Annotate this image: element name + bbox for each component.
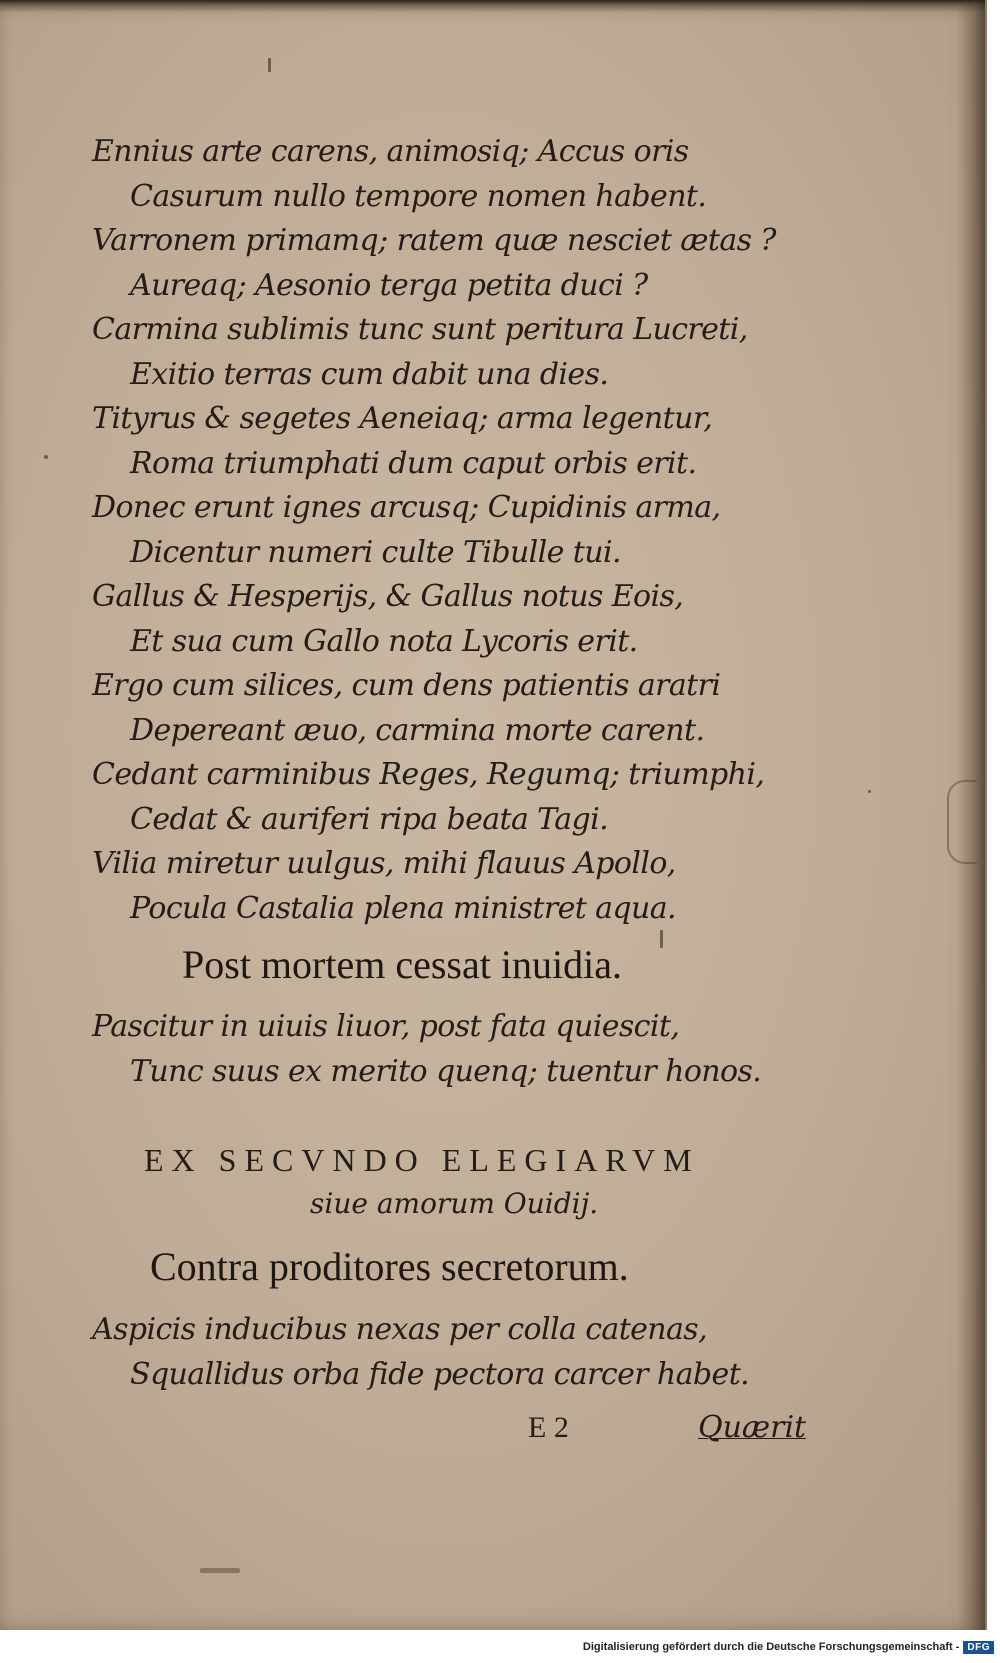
page-top-edge: [0, 0, 985, 12]
verse-line: Varronem primamq; ratem quæ nesciet ætas ?: [92, 223, 776, 258]
credit-text: Digitalisierung gefördert durch die Deutsche Forschungsgemeinschaft -: [582, 1641, 960, 1653]
verse-line: Gallus & Hesperijs, & Gallus notus Eois,: [92, 579, 684, 614]
signature-mark: E 2: [528, 1411, 569, 1444]
digitization-credit: [583, 1635, 994, 1659]
page-text: [92, 130, 852, 1453]
verse-group-2: [92, 1005, 852, 1094]
heading-contra-proditores: Contra proditores secretorum.: [150, 1244, 629, 1289]
verse-line: Vilia miretur uulgus, mihi flauus Apollo,: [92, 846, 676, 881]
verse-line: Exitio terras cum dabit una dies.: [130, 356, 609, 392]
verse-line: Tityrus & segetes Aeneiaq; arma legentur,: [92, 401, 713, 436]
verse-line: Ergo cum silices, cum dens patientis aratri: [92, 668, 721, 703]
ink-speck: [44, 455, 48, 459]
ink-smudge: [200, 1568, 240, 1573]
verse-line: Cedant carminibus Reges, Regumq; triumphi,: [92, 757, 765, 792]
verse-line: Donec erunt ignes arcusq; Cupidinis arma,: [92, 490, 721, 525]
verse-line: Tunc suus ex merito quenq; tuentur honos.: [130, 1053, 762, 1089]
heading-post-mortem: Post mortem cessat inuidia.: [182, 942, 622, 987]
verse-line: Et sua cum Gallo nota Lycoris erit.: [130, 623, 638, 659]
verse-line: Cedat & auriferi ripa beata Tagi.: [130, 801, 609, 837]
ink-speck: [268, 58, 271, 72]
section-title: EX SECVNDO ELEGIARVM: [144, 1142, 700, 1178]
verse-group-3: [92, 1308, 852, 1397]
verse-line: Roma triumphati dum caput orbis erit.: [130, 445, 697, 481]
page-tab-mark: [947, 780, 977, 864]
ink-speck: [868, 790, 871, 793]
verse-line: Pascitur in uiuis liuor, post fata quiescit,: [92, 1009, 680, 1044]
verse-group-1: [92, 130, 852, 931]
verse-line: Dicentur numeri culte Tibulle tui.: [130, 534, 621, 570]
verse-line: Depereant æuo, carmina morte carent.: [130, 712, 705, 748]
verse-line: Aureaq; Aesonio terga petita duci ?: [130, 267, 648, 303]
section-subtitle: siue amorum Ouidij.: [310, 1187, 599, 1220]
verse-line: Pocula Castalia plena ministret aqua.: [130, 890, 676, 926]
verse-line: Casurum nullo tempore nomen habent.: [130, 178, 707, 214]
verse-line: Aspicis inducibus nexas per colla catenas,: [92, 1312, 708, 1347]
verse-line: Carmina sublimis tunc sunt peritura Lucreti,: [92, 312, 748, 347]
verse-line: Ennius arte carens, animosiq; Accus oris: [92, 134, 689, 169]
dfg-logo: DFG: [963, 1641, 994, 1654]
page-footer-line: [92, 1403, 852, 1453]
catchword: Quærit: [698, 1410, 807, 1445]
verse-line: Squallidus orba fide pectora carcer habet.: [130, 1356, 750, 1392]
